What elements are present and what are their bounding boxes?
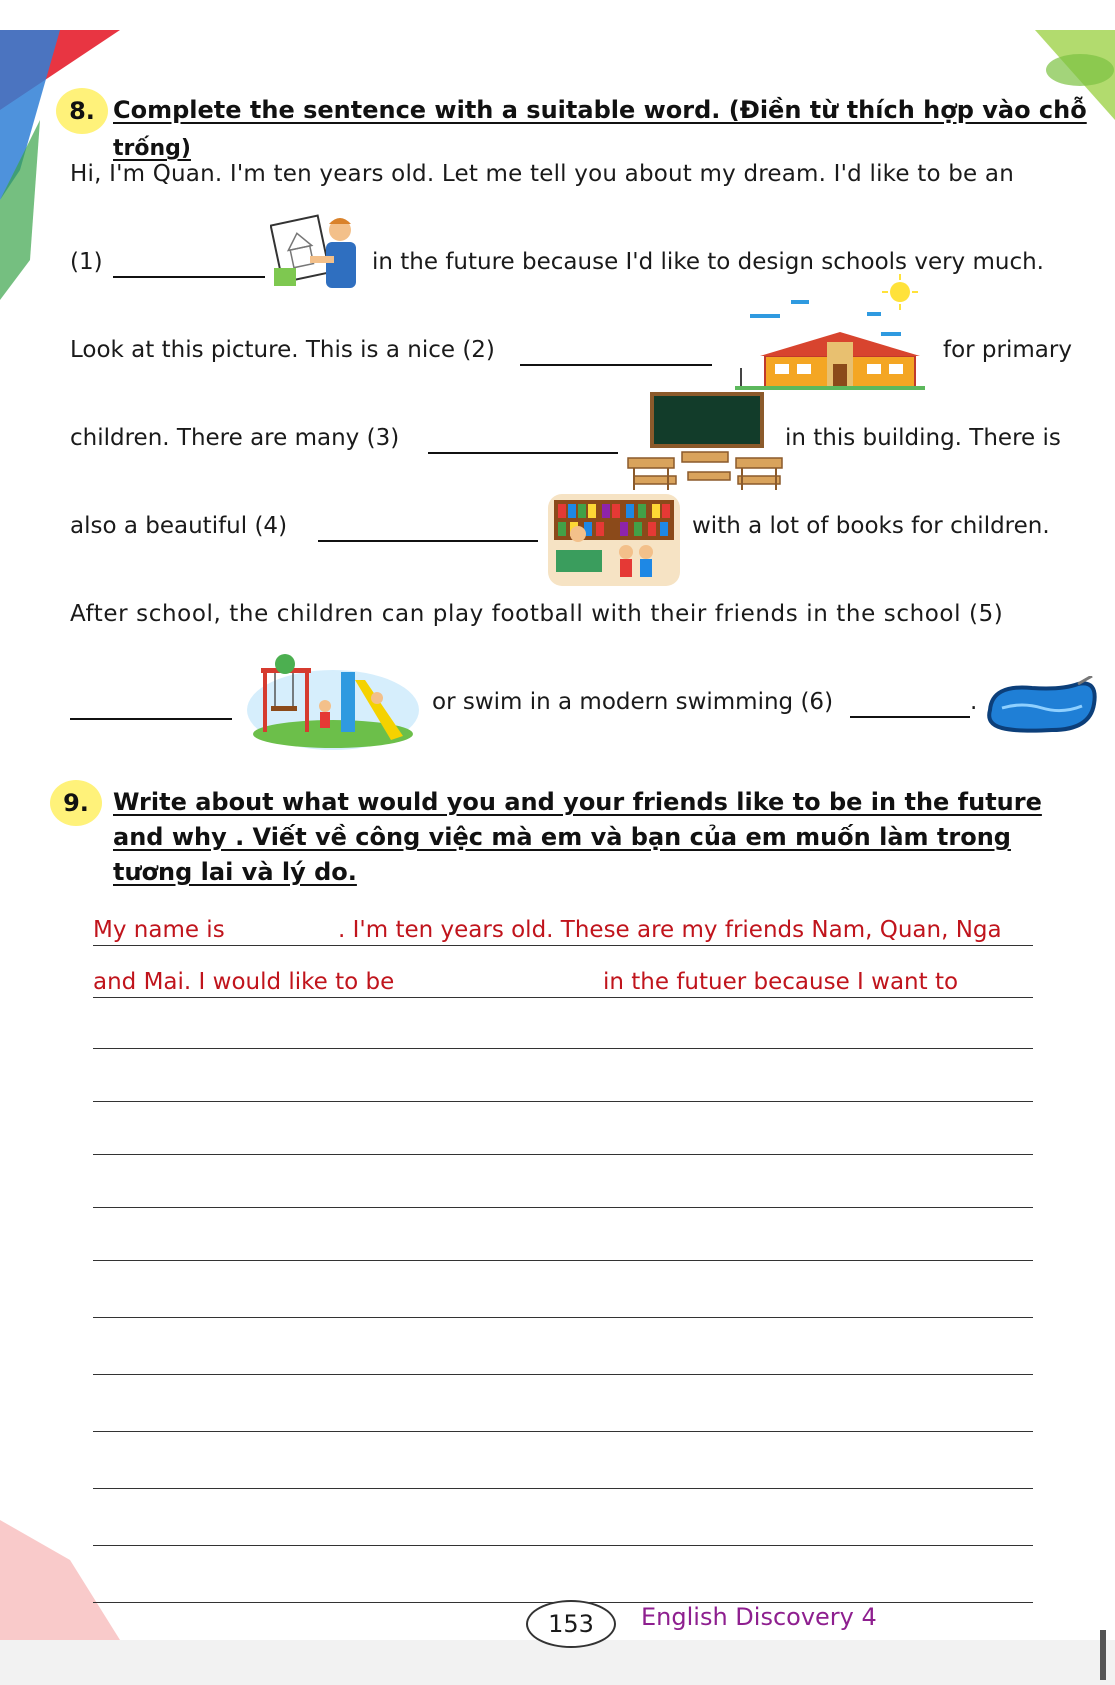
- exercise-8-number: 8.: [56, 88, 108, 134]
- writing-line[interactable]: [93, 1317, 1033, 1318]
- writing-line[interactable]: [93, 1154, 1033, 1155]
- passage-line-4-start: children. There are many (3): [70, 425, 400, 451]
- blank-2[interactable]: [520, 342, 712, 366]
- writing-line[interactable]: [93, 1431, 1033, 1432]
- blank-4[interactable]: [318, 518, 538, 542]
- exercise-9-title-line-2: and why . Viết về công việc mà em và bạn của em muốn làm trong: [113, 823, 1011, 851]
- passage-line-4-end: in this building. There is: [785, 425, 1061, 451]
- playground-icon: [245, 650, 420, 750]
- passage-line-1: Hi, I'm Quan. I'm ten years old. Let me tell you about my dream. I'd like to be an: [70, 161, 1014, 187]
- passage-line-3-end: for primary: [943, 337, 1072, 363]
- writing-line[interactable]: [93, 997, 1033, 998]
- answer-line-1-a: My name is: [93, 917, 225, 943]
- passage-line-6: After school, the children can play football with their friends in the school (5): [70, 601, 1004, 627]
- architect-icon: [270, 208, 365, 296]
- blank-5[interactable]: [70, 696, 232, 720]
- exercise-9-number: 9.: [50, 780, 102, 826]
- writing-line[interactable]: [93, 1207, 1033, 1208]
- exercise-8-title-cont: trống): [113, 136, 191, 161]
- passage-line-7: or swim in a modern swimming (6): [432, 689, 834, 715]
- page-number: 153: [526, 1600, 616, 1648]
- school-building-icon: [735, 272, 925, 392]
- blank-3[interactable]: [428, 430, 618, 454]
- writing-line[interactable]: [93, 1374, 1033, 1375]
- exercise-9-title-line-3: tương lai và lý do.: [113, 858, 357, 886]
- swimming-pool-icon: [982, 676, 1100, 740]
- exercise-9-title: Write about what would you and your friends like to be in the future: [113, 788, 1042, 816]
- writing-line[interactable]: [93, 1101, 1033, 1102]
- answer-line-1-b: . I'm ten years old. These are my friends Nam, Quan, Nga: [338, 917, 1002, 943]
- exercise-8-title: Complete the sentence with a suitable word. (Điền từ thích hợp vào chỗ: [113, 96, 1087, 124]
- writing-line[interactable]: [93, 945, 1033, 946]
- passage-line-7-end: .: [970, 689, 978, 715]
- passage-line-2: in the future because I'd like to design schools very much.: [372, 249, 1044, 275]
- answer-line-2-a: and Mai. I would like to be: [93, 969, 395, 995]
- blank-1-label: (1): [70, 249, 103, 275]
- passage-line-5-end: with a lot of books for children.: [692, 513, 1050, 539]
- writing-line[interactable]: [93, 1048, 1033, 1049]
- passage-line-3-start: Look at this picture. This is a nice (2): [70, 337, 495, 363]
- book-title: English Discovery 4: [641, 1603, 877, 1631]
- classroom-icon: [620, 392, 790, 494]
- blank-6[interactable]: [850, 694, 970, 718]
- passage-line-5-start: also a beautiful (4): [70, 513, 288, 539]
- writing-line[interactable]: [93, 1260, 1033, 1261]
- writing-line[interactable]: [93, 1488, 1033, 1489]
- library-icon: [548, 494, 680, 586]
- blank-1[interactable]: [113, 254, 265, 278]
- answer-line-2-b: in the futuer because I want to: [603, 969, 959, 995]
- writing-line[interactable]: [93, 1545, 1033, 1546]
